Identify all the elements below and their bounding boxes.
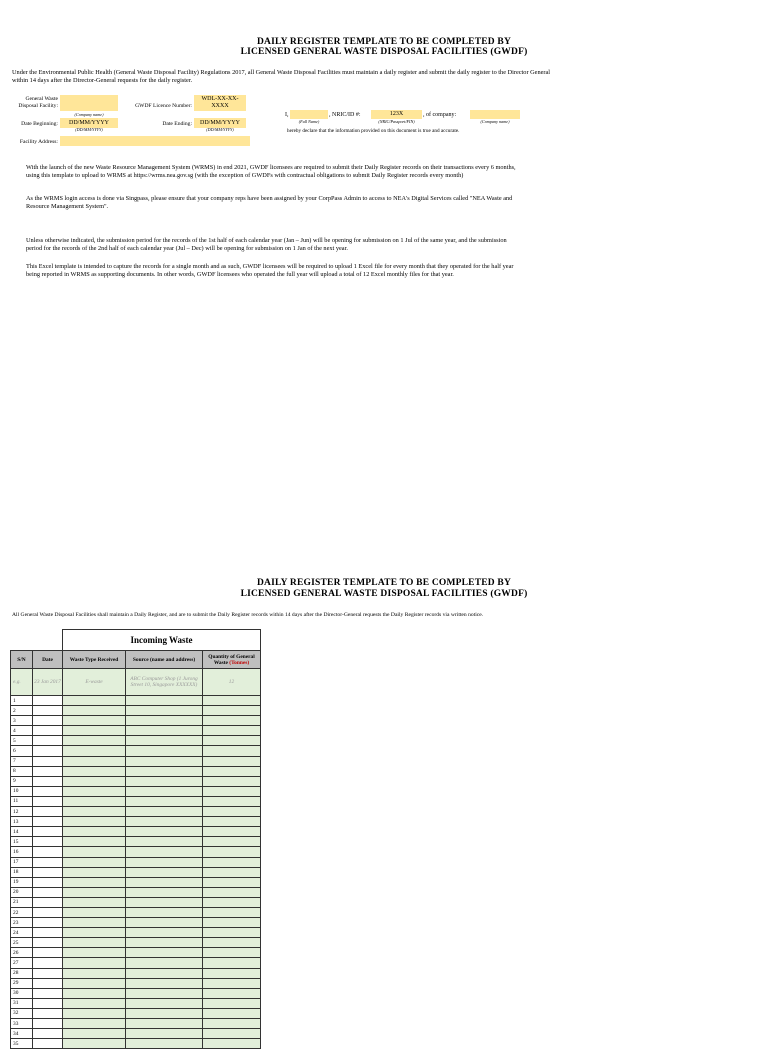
row-cell-src[interactable]: [126, 938, 203, 948]
row-cell-src[interactable]: [126, 978, 203, 988]
row-cell-wt[interactable]: [63, 958, 126, 968]
row-cell-dt[interactable]: [33, 726, 63, 736]
row-sn: 29: [11, 978, 33, 988]
row-cell-wt[interactable]: [63, 827, 126, 837]
table-row: [11, 776, 261, 786]
facility-input[interactable]: [60, 95, 118, 111]
row-cell-qty[interactable]: [203, 897, 261, 907]
row-cell-src[interactable]: [126, 877, 203, 887]
row-sn: 17: [11, 857, 33, 867]
row-cell-src[interactable]: [126, 726, 203, 736]
date-end-label: Date Ending:: [162, 121, 192, 127]
row-cell-dt[interactable]: [33, 1029, 63, 1039]
row-cell-wt[interactable]: [63, 938, 126, 948]
decl-company-label: , of company:: [423, 112, 457, 118]
row-cell-wt[interactable]: [63, 897, 126, 907]
row-cell-wt[interactable]: [63, 877, 126, 887]
row-cell-qty[interactable]: [203, 928, 261, 938]
row-cell-src[interactable]: [126, 998, 203, 1008]
date-begin-hint: (DD/MM/YYYY): [75, 127, 103, 132]
row-sn: 22: [11, 907, 33, 917]
row-sn: 28: [11, 968, 33, 978]
row-cell-src[interactable]: [126, 918, 203, 928]
licence-label: GWDF Licence Number:: [135, 103, 192, 109]
decl-text: hereby declare that the information provided on this document is true and accurate.: [287, 128, 460, 134]
row-cell-src[interactable]: [126, 746, 203, 756]
decl-nric-label: , NRIC/ID #:: [329, 112, 361, 118]
row-cell-wt[interactable]: [63, 786, 126, 796]
row-cell-src[interactable]: [126, 847, 203, 857]
row-cell-qty[interactable]: [203, 807, 261, 817]
table-row: [11, 796, 261, 806]
row-cell-qty[interactable]: [203, 1039, 261, 1049]
row-cell-qty[interactable]: [203, 867, 261, 877]
row-cell-src[interactable]: [126, 776, 203, 786]
intro-text: Under the Environmental Public Health (General Waste Disposal Facility) Regulations 2017, all General Waste Disposal Facilities must maintain a daily register and submit the daily register to the Director General within 14 days after the Director-General requests for the daily register.: [12, 69, 551, 84]
row-cell-wt[interactable]: [63, 817, 126, 827]
page-title-line1: DAILY REGISTER TEMPLATE TO BE COMPLETED BY: [256, 37, 512, 47]
row-sn: 31: [11, 998, 33, 1008]
row-cell-dt[interactable]: [33, 948, 63, 958]
note-wrms-launch: With the launch of the new Waste Resource Management System (WRMS) in end 2021, GWDF licensees are required to submit their Daily Register records on their transactions every 6 months, using this template to upload to WRMS at https://wrms.nea.gov.sg (with the exception of GWDFs with contractual obligations to submit Daily Register records every month): [26, 164, 516, 179]
row-cell-dt[interactable]: [33, 918, 63, 928]
row-sn: 33: [11, 1019, 33, 1029]
decl-company-hint: (Company name): [480, 119, 510, 124]
table-row: [11, 736, 261, 746]
row-cell-wt[interactable]: [63, 1039, 126, 1049]
register-title-line2: LICENSED GENERAL WASTE DISPOSAL FACILITIES (GWDF): [240, 589, 528, 599]
row-sn: 10: [11, 786, 33, 796]
col-quantity: Quantity of General Waste (Tonnes): [203, 651, 261, 669]
table-row: [11, 746, 261, 756]
row-cell-wt[interactable]: [63, 887, 126, 897]
table-row: [11, 807, 261, 817]
row-cell-dt[interactable]: [33, 807, 63, 817]
col-source: Source (name and address): [126, 651, 203, 669]
row-cell-dt[interactable]: [33, 827, 63, 837]
row-cell-wt[interactable]: [63, 847, 126, 857]
row-cell-qty[interactable]: [203, 736, 261, 746]
facility-label: General Waste Disposal Facility:: [18, 96, 58, 109]
row-cell-qty[interactable]: [203, 988, 261, 998]
table-row: [11, 756, 261, 766]
address-label: Facility Address:: [19, 139, 58, 145]
row-cell-wt[interactable]: [63, 998, 126, 1008]
row-cell-src[interactable]: [126, 827, 203, 837]
table-row: [11, 897, 261, 907]
row-cell-wt[interactable]: [63, 807, 126, 817]
row-cell-qty[interactable]: [203, 1029, 261, 1039]
table-row: [11, 706, 261, 716]
row-cell-qty[interactable]: [203, 857, 261, 867]
row-cell-qty[interactable]: [203, 746, 261, 756]
row-sn: 2: [11, 706, 33, 716]
row-cell-qty[interactable]: [203, 887, 261, 897]
row-cell-dt[interactable]: [33, 928, 63, 938]
daily-register-table: [10, 629, 261, 1049]
row-cell-src[interactable]: [126, 968, 203, 978]
note-monthly-files: This Excel template is intended to capture the records for a single month and as such, GWDF licensees will be required to upload 1 Excel file for every month that they operated for the half year being reported in WRMS as supporting documents. In other words, GWDF licensees who operated the full year will upload a total of 12 Excel monthly files for that year.: [26, 263, 514, 278]
row-cell-src[interactable]: [126, 857, 203, 867]
row-cell-wt[interactable]: [63, 716, 126, 726]
page-title-line2: LICENSED GENERAL WASTE DISPOSAL FACILITIES (GWDF): [240, 47, 528, 57]
row-cell-dt[interactable]: [33, 796, 63, 806]
row-cell-qty[interactable]: [203, 756, 261, 766]
decl-name-hint: (Full Name): [298, 119, 320, 124]
row-sn: 8: [11, 766, 33, 776]
row-cell-src[interactable]: [126, 716, 203, 726]
row-cell-wt[interactable]: [63, 968, 126, 978]
row-sn: 5: [11, 736, 33, 746]
row-cell-dt[interactable]: [33, 766, 63, 776]
row-cell-dt[interactable]: [33, 776, 63, 786]
row-cell-dt[interactable]: [33, 857, 63, 867]
row-cell-src[interactable]: [126, 766, 203, 776]
row-sn: 13: [11, 817, 33, 827]
row-cell-src[interactable]: [126, 696, 203, 706]
row-sn: 19: [11, 877, 33, 887]
row-cell-dt[interactable]: [33, 1039, 63, 1049]
row-cell-qty[interactable]: [203, 938, 261, 948]
decl-company-input[interactable]: [470, 110, 520, 119]
row-cell-wt[interactable]: [63, 978, 126, 988]
date-begin-label: Date Beginning:: [21, 121, 58, 127]
row-cell-wt[interactable]: [63, 726, 126, 736]
row-cell-src[interactable]: [126, 1039, 203, 1049]
row-cell-src[interactable]: [126, 756, 203, 766]
row-cell-src[interactable]: [126, 706, 203, 716]
incoming-waste-header: Incoming Waste: [63, 630, 261, 651]
table-row: [11, 968, 261, 978]
example-row: e.g. 23 Jan 2017 E-waste ABC Computer Shop (1 Jurong Street 10, Singapore XXXXXX) 12: [11, 669, 261, 696]
row-cell-dt[interactable]: [33, 968, 63, 978]
row-cell-src[interactable]: [126, 807, 203, 817]
row-cell-wt[interactable]: [63, 867, 126, 877]
table-row: [11, 978, 261, 988]
row-cell-wt[interactable]: [63, 756, 126, 766]
row-cell-dt[interactable]: [33, 696, 63, 706]
row-cell-qty[interactable]: [203, 978, 261, 988]
row-cell-wt[interactable]: [63, 706, 126, 716]
row-cell-src[interactable]: [126, 907, 203, 917]
row-cell-qty[interactable]: [203, 726, 261, 736]
row-sn: 6: [11, 746, 33, 756]
row-sn: 27: [11, 958, 33, 968]
row-cell-qty[interactable]: [203, 998, 261, 1008]
row-cell-src[interactable]: [126, 958, 203, 968]
table-row: [11, 817, 261, 827]
row-sn: 34: [11, 1029, 33, 1039]
row-sn: 32: [11, 1008, 33, 1018]
row-sn: 15: [11, 837, 33, 847]
row-cell-dt[interactable]: [33, 988, 63, 998]
row-cell-qty[interactable]: [203, 847, 261, 857]
row-cell-src[interactable]: [126, 948, 203, 958]
row-cell-wt[interactable]: [63, 918, 126, 928]
row-cell-qty[interactable]: [203, 837, 261, 847]
row-cell-wt[interactable]: [63, 746, 126, 756]
row-cell-dt[interactable]: [33, 1008, 63, 1018]
row-cell-src[interactable]: [126, 786, 203, 796]
licence-value: WDL-XX-XX-XXXX: [201, 96, 239, 109]
register-title-line1: DAILY REGISTER TEMPLATE TO BE COMPLETED BY: [256, 578, 512, 588]
row-sn: 9: [11, 776, 33, 786]
row-cell-qty[interactable]: [203, 817, 261, 827]
table-row: [11, 1039, 261, 1049]
row-cell-wt[interactable]: [63, 857, 126, 867]
row-cell-dt[interactable]: [33, 756, 63, 766]
register-intro: All General Waste Disposal Facilities shall maintain a Daily Register, and are to submit the Daily Register records within 14 days after the Director-General requests the Daily Register records via written notice.: [12, 612, 484, 618]
row-cell-dt[interactable]: [33, 887, 63, 897]
table-row: [11, 696, 261, 706]
row-cell-qty[interactable]: [203, 958, 261, 968]
row-cell-src[interactable]: [126, 928, 203, 938]
row-sn: 23: [11, 918, 33, 928]
row-sn: 1: [11, 696, 33, 706]
row-cell-qty[interactable]: [203, 907, 261, 917]
table-row: [11, 716, 261, 726]
table-row: [11, 948, 261, 958]
row-cell-dt[interactable]: [33, 978, 63, 988]
table-row: [11, 786, 261, 796]
table-row: [11, 928, 261, 938]
row-cell-src[interactable]: [126, 837, 203, 847]
row-cell-dt[interactable]: [33, 706, 63, 716]
row-sn: 18: [11, 867, 33, 877]
row-cell-qty[interactable]: [203, 796, 261, 806]
row-cell-dt[interactable]: [33, 817, 63, 827]
row-sn: 14: [11, 827, 33, 837]
row-cell-dt[interactable]: [33, 938, 63, 948]
row-sn: 25: [11, 938, 33, 948]
table-row: [11, 827, 261, 837]
row-cell-src[interactable]: [126, 867, 203, 877]
table-row: [11, 998, 261, 1008]
row-sn: 35: [11, 1039, 33, 1049]
row-cell-wt[interactable]: [63, 837, 126, 847]
table-row: [11, 958, 261, 968]
row-sn: 3: [11, 716, 33, 726]
row-cell-qty[interactable]: [203, 968, 261, 978]
facility-hint: (Company name): [74, 112, 104, 117]
decl-nric-value: 123X: [389, 111, 404, 117]
date-end-value: DD/MM/YYYY: [199, 120, 240, 126]
row-cell-wt[interactable]: [63, 907, 126, 917]
row-cell-src[interactable]: [126, 736, 203, 746]
row-cell-wt[interactable]: [63, 736, 126, 746]
row-cell-qty[interactable]: [203, 918, 261, 928]
row-cell-dt[interactable]: [33, 907, 63, 917]
date-begin-value: DD/MM/YYYY: [68, 120, 109, 126]
row-sn: 20: [11, 887, 33, 897]
row-sn: 30: [11, 988, 33, 998]
row-cell-src[interactable]: [126, 1008, 203, 1018]
table-row: [11, 887, 261, 897]
address-input[interactable]: [60, 136, 250, 146]
row-sn: 12: [11, 807, 33, 817]
table-row: [11, 867, 261, 877]
row-cell-src[interactable]: [126, 897, 203, 907]
row-cell-qty[interactable]: [203, 948, 261, 958]
row-cell-dt[interactable]: [33, 736, 63, 746]
row-sn: 16: [11, 847, 33, 857]
row-cell-qty[interactable]: [203, 1008, 261, 1018]
row-cell-wt[interactable]: [63, 948, 126, 958]
table-row: [11, 877, 261, 887]
row-cell-dt[interactable]: [33, 958, 63, 968]
row-cell-qty[interactable]: [203, 776, 261, 786]
row-cell-src[interactable]: [126, 817, 203, 827]
row-cell-dt[interactable]: [33, 877, 63, 887]
row-cell-wt[interactable]: [63, 1029, 126, 1039]
table-row: [11, 847, 261, 857]
table-row: [11, 857, 261, 867]
table-row: [11, 837, 261, 847]
note-singpass: As the WRMS login access is done via Singpass, please ensure that your company reps have been assigned by your CorpPass Admin to access to NEA's Digital Services called "NEA Waste and Resource Management System".: [26, 195, 513, 210]
decl-name-input[interactable]: [290, 110, 328, 119]
table-row: [11, 918, 261, 928]
note-submission-period: Unless otherwise indicated, the submission period for the records of the 1st half of each calendar year (Jan – Jun) will be opening for submission on 1 Jul of the same year, and the submission period for the records of the 2nd half of each calendar year (Jul – Dec) will be opening for submission on 1 Jan of the next year.: [26, 237, 507, 252]
row-cell-qty[interactable]: [203, 827, 261, 837]
row-cell-dt[interactable]: [33, 897, 63, 907]
decl-i: I,: [285, 112, 289, 118]
row-cell-src[interactable]: [126, 887, 203, 897]
row-cell-src[interactable]: [126, 796, 203, 806]
table-row: [11, 988, 261, 998]
row-sn: 11: [11, 796, 33, 806]
row-cell-dt[interactable]: [33, 867, 63, 877]
row-cell-src[interactable]: [126, 1029, 203, 1039]
row-cell-wt[interactable]: [63, 928, 126, 938]
row-sn: 24: [11, 928, 33, 938]
row-sn: 21: [11, 897, 33, 907]
row-sn: 4: [11, 726, 33, 736]
col-waste-type: Waste Type Received: [63, 651, 126, 669]
table-row: [11, 1008, 261, 1018]
row-cell-src[interactable]: [126, 988, 203, 998]
row-cell-wt[interactable]: [63, 988, 126, 998]
row-cell-qty[interactable]: [203, 786, 261, 796]
table-row: [11, 907, 261, 917]
row-cell-qty[interactable]: [203, 706, 261, 716]
table-row: [11, 726, 261, 736]
table-row: [11, 938, 261, 948]
row-cell-wt[interactable]: [63, 1008, 126, 1018]
col-sn: S/N: [11, 651, 33, 669]
table-row: [11, 766, 261, 776]
row-cell-dt[interactable]: [33, 998, 63, 1008]
row-cell-wt[interactable]: [63, 696, 126, 706]
row-cell-dt[interactable]: [33, 847, 63, 857]
row-cell-wt[interactable]: [63, 766, 126, 776]
decl-nric-hint: (NRIC/Passport/FIN): [378, 119, 415, 124]
row-cell-qty[interactable]: [203, 696, 261, 706]
row-sn: 7: [11, 756, 33, 766]
row-cell-wt[interactable]: [63, 796, 126, 806]
row-cell-qty[interactable]: [203, 716, 261, 726]
row-cell-dt[interactable]: [33, 837, 63, 847]
row-cell-wt[interactable]: [63, 776, 126, 786]
row-cell-qty[interactable]: [203, 766, 261, 776]
row-cell-dt[interactable]: [33, 786, 63, 796]
col-date: Date: [33, 651, 63, 669]
row-sn: 26: [11, 948, 33, 958]
row-cell-qty[interactable]: [203, 877, 261, 887]
date-end-hint: (DD/MM/YYYY): [206, 127, 234, 132]
row-cell-dt[interactable]: [33, 716, 63, 726]
table-row: [11, 1029, 261, 1039]
row-cell-dt[interactable]: [33, 746, 63, 756]
